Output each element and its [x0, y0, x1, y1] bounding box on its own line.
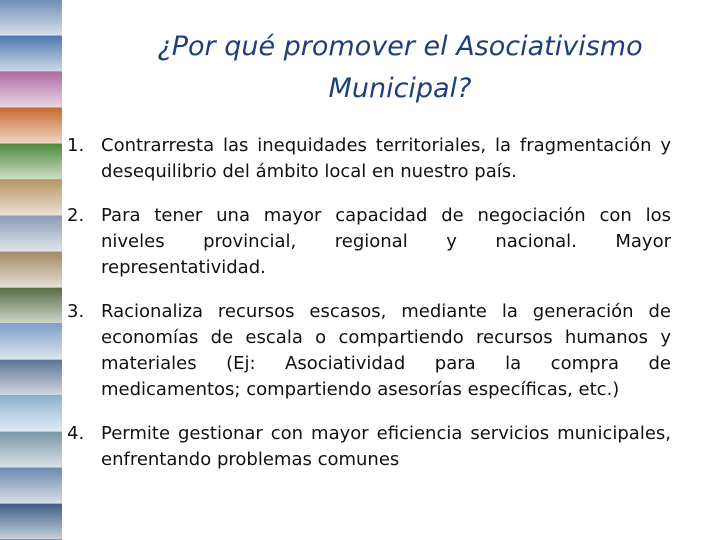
photo-glacier: [0, 432, 62, 468]
list-item: [67, 203, 671, 281]
photo-cathedral: [0, 216, 62, 252]
point-number: 4.: [67, 423, 85, 444]
point-text: Permite gestionar con mayor eficiencia servicios municipales, enfrentando problemas comunes: [101, 423, 671, 470]
point-list: [67, 133, 671, 491]
photo-boat: [0, 396, 62, 432]
photo-volcano: [0, 324, 62, 360]
photo-lighthouse: [0, 108, 62, 144]
point-number: 2.: [67, 205, 85, 226]
photo-coast: [0, 0, 62, 36]
photo-church: [0, 180, 62, 216]
point-text: Racionaliza recursos escasos, mediante la generación de economías de escala o compartiendo recursos humanos y materiales (Ej: Asociatividad para la compra de medicamentos; compartiendo asesorías específicas, etc.): [101, 301, 671, 400]
point-number: 1.: [67, 135, 85, 156]
photo-town: [0, 252, 62, 288]
point-number: 3.: [67, 301, 85, 322]
slide-title-line-2: Municipal?: [328, 73, 472, 104]
photo-mountains: [0, 360, 62, 396]
list-item: [67, 299, 671, 403]
photo-garden: [0, 144, 62, 180]
photo-strip: [0, 0, 62, 540]
photo-city: [0, 504, 62, 540]
point-text: Contrarresta las inequidades territoriales, la fragmentación y desequilibrio del ámbito local en nuestro país.: [101, 135, 671, 182]
slide-title-line-1: ¿Por qué promover el Asociativismo: [157, 31, 643, 62]
list-item: [67, 421, 671, 473]
list-item: [67, 133, 671, 185]
slide-title: [80, 26, 720, 110]
photo-flowers: [0, 72, 62, 108]
photo-forest: [0, 288, 62, 324]
point-text: Para tener una mayor capacidad de negociación con los niveles provincial, regional y nacional. Mayor representatividad.: [101, 205, 671, 278]
photo-lakes: [0, 36, 62, 72]
photo-peaks: [0, 468, 62, 504]
